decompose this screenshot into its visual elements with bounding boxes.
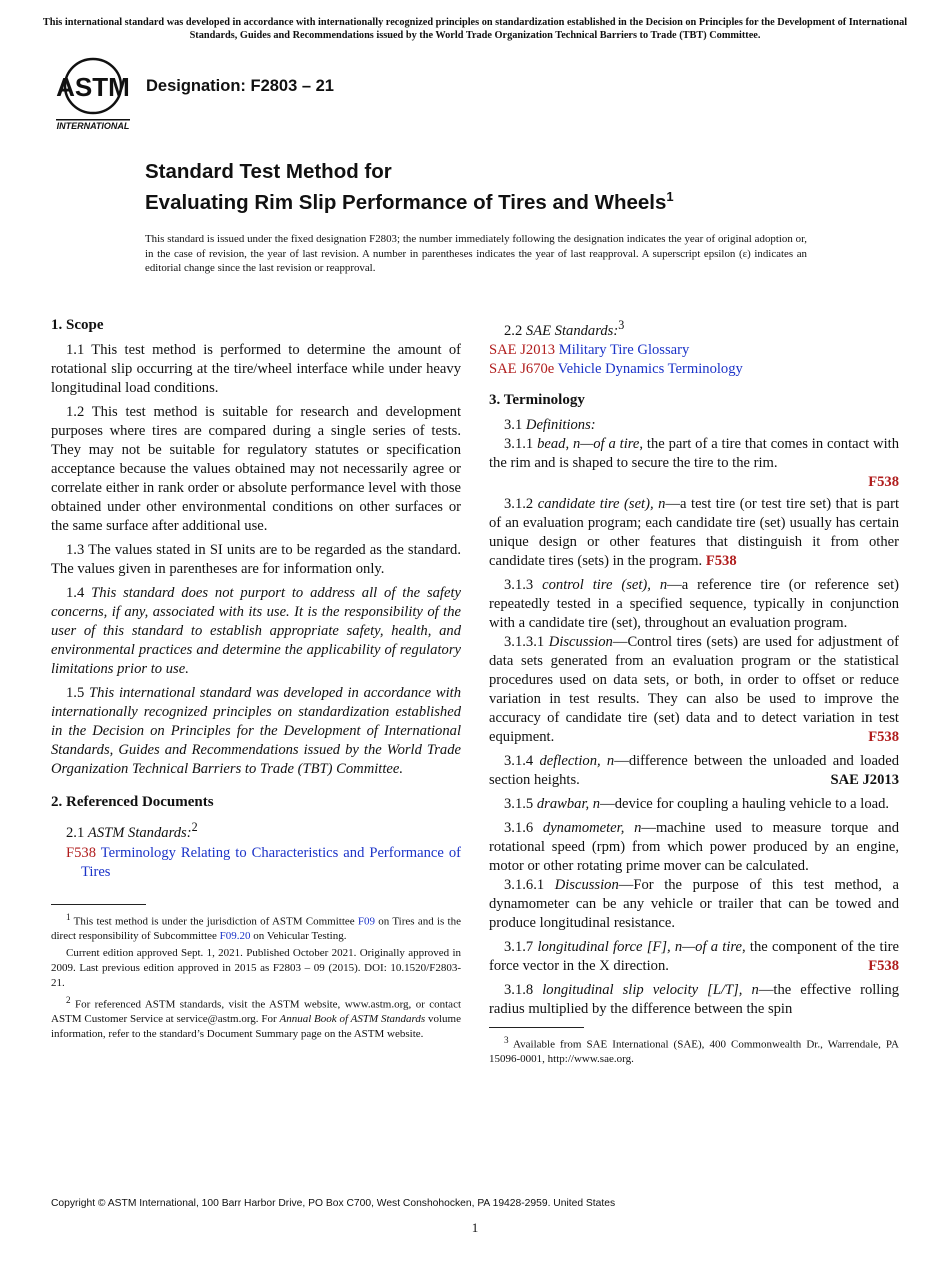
footnote-1-edition: Current edition approved Sept. 1, 2021. Published October 2021. Originally approved in 2009. Last previous edition approved in 2015 as F2803 – 09 (2015). DOI: 10.1520/F2803-21.	[51, 947, 461, 989]
logo-letters: ASTM	[56, 72, 130, 102]
term-3-1-5: 3.1.5 drawbar, n—device for coupling a hauling vehicle to a load.	[504, 795, 890, 812]
footnotes-left	[51, 904, 461, 1042]
ref-sae-j2013[interactable]: SAE J2013 Military Tire Glossary	[489, 341, 690, 358]
page-number: 1	[471, 1220, 479, 1235]
source-sae-j2013[interactable]: SAE J2013	[830, 771, 899, 788]
scope-1-4: 1.4 This standard does not purport to address all of the safety concerns, if any, associated with its use. It is the responsibility of the user of this standard to establish appropriate safety, health, and environmental practices and determine the applicability of regulatory limitations prior to use.	[51, 585, 461, 677]
scope-1-5: 1.5 This international standard was developed in accordance with internationally recognized principles on standardization established in the Decision on Principles for the Development of International Standards, Guides and Recommendations issued by the World Trade Organization Technical Barriers to Trade (TBT) Committee.	[51, 685, 462, 777]
source-f538[interactable]: F538	[868, 473, 899, 490]
right-column	[489, 316, 899, 1069]
title-line-1: Standard Test Method for	[145, 160, 392, 183]
term-3-1-8: 3.1.8 longitudinal slip velocity [L/T], n—the effective rolling radius multiplied by the difference between the spin	[489, 981, 900, 1017]
source-f538[interactable]: F538	[868, 728, 899, 745]
logo-org: INTERNATIONAL	[56, 121, 130, 131]
term-3-1-6: 3.1.6 dynamometer, n—machine used to measure torque and rotational speed (rpm) from which power produced by an engine, motor or other rotating prime mover can be calculated.	[489, 819, 899, 874]
definitions-label: 3.1 Definitions:	[504, 416, 596, 433]
term-3-1-6-1: 3.1.6.1 Discussion—For the purpose of this test method, a dynamometer can be any vehicle or trailer that can be towed and produce longitudinal resistance.	[489, 876, 899, 931]
title-footnote-mark: 1	[666, 189, 674, 204]
source-f538[interactable]: F538	[868, 957, 899, 974]
scope-1-1: 1.1 This test method is performed to determine the amount of rotational slip occurring at the tire/wheel interface while under heavy longitudinal load conditions.	[51, 342, 461, 396]
term-3-1-7: 3.1.7 longitudinal force [F], n—of a tire, the component of the tire force vector in the X direction. F538	[489, 938, 900, 974]
standard-note: This standard is issued under the fixed designation F2803; the number immediately following the designation indicates the year of original adoption or, in the case of revision, the year of last revision. A number in parentheses indicates the year of last reapproval. A superscript epsilon (ε) indicates an editorial change since the last revision or reapproval.	[145, 233, 807, 275]
link-f09-20[interactable]: F09.20	[219, 930, 251, 943]
copyright: Copyright © ASTM International, 100 Barr Harbor Drive, PO Box C700, West Conshohocken, PA 19428-2959. United States	[51, 1198, 616, 1209]
term-3-1-3-1: 3.1.3.1 Discussion—Control tires (sets) are used for adjustment of data sets generated from an evaluation program or the statistical procedures used on data sets, or both, in order to offset or reduce variation in test results. They can also be used to improve the accuracy of candidate tire (set) data and to detect variation in test equipment. F538	[489, 633, 899, 745]
terminology-heading: 3. Terminology	[489, 391, 585, 408]
term-3-1-3: 3.1.3 control tire (set), n—a reference tire (or reference set) repeatedly tested in a specified sequence, typically in conjunction with a candidate tire (set), throughout an evaluation program.	[489, 576, 899, 631]
page-title	[145, 159, 674, 215]
source-f538[interactable]: F538	[705, 552, 737, 569]
footnote-3: $^3$ Available from SAE International (SAE), 400 Commonwealth Dr., Warrendale, PA 15096-0001, http://www.sae.org.	[489, 1034, 899, 1066]
title-line-2: Evaluating Rim Slip Performance of Tires and Wheels	[145, 190, 667, 214]
link-f09[interactable]: F09	[357, 915, 376, 928]
left-column	[51, 316, 461, 1044]
ref-f538[interactable]: F538 Terminology Relating to Characteristics and Performance of Tires	[66, 844, 462, 880]
tbt-notice: This international standard was developed in accordance with internationally recognized principles on standardization established in the Decision on Principles for the Development of International Standards, Guides and Recommendations issued by the World Trade Organization Technical Barriers to Trade (TBT) Committee.	[42, 17, 908, 41]
scope-1-2: 1.2 This test method is suitable for research and development purposes where tires are compared during a single series of tests. They may not be suitable for regulatory statutes or specification acceptance because the values obtained may not necessarily agree or correlate either in rank order or absolute performance level with those obtained under other environmental conditions on other surfaces or the same surface after additional use.	[51, 404, 461, 534]
term-3-1-4: 3.1.4 deflection, n—difference between the unloaded and loaded section heights. SAE J2013	[489, 752, 899, 788]
astm-logo	[52, 56, 134, 132]
astm-standards-label: 2.1 ASTM Standards:$^2$	[66, 820, 198, 841]
scope-heading: 1. Scope	[51, 317, 104, 333]
term-3-1-2: 3.1.2 candidate tire (set), n—a test tire (or test tire set) that is part of an evaluation program; each candidate tire (set) usually has certain unique design or other features that distinguish it from other candidate tires (sets) in the program. F538	[489, 495, 899, 569]
designation: Designation: F2803 – 21	[146, 77, 334, 95]
sae-standards-label: 2.2 SAE Standards:$^3$	[504, 318, 625, 339]
scope-1-3: 1.3 The values stated in SI units are to be regarded as the standard. The values given in parentheses are for information only.	[51, 542, 461, 577]
ref-sae-j670e[interactable]: SAE J670e Vehicle Dynamics Terminology	[489, 360, 743, 377]
refdocs-heading: 2. Referenced Documents	[51, 794, 214, 810]
footnotes-right	[489, 1027, 899, 1067]
footnote-2: $^2$ For referenced ASTM standards, visit the ASTM website, www.astm.org, or contact ASTM Customer Service at service@astm.org. For Annual Book of ASTM Standards volume information, refer to the standard’s Document Summary page on the ASTM website.	[51, 994, 462, 1040]
term-3-1-1: 3.1.1 bead, n—of a tire, the part of a tire that comes in contact with the rim and is shaped to secure the tire to the rim. F538	[489, 435, 899, 490]
footnote-1: $^1$ This test method is under the jurisdiction of ASTM Committee F09 on Tires and is the direct responsibility of Subcommittee F09.20 on Vehicular Testing.	[51, 911, 461, 943]
